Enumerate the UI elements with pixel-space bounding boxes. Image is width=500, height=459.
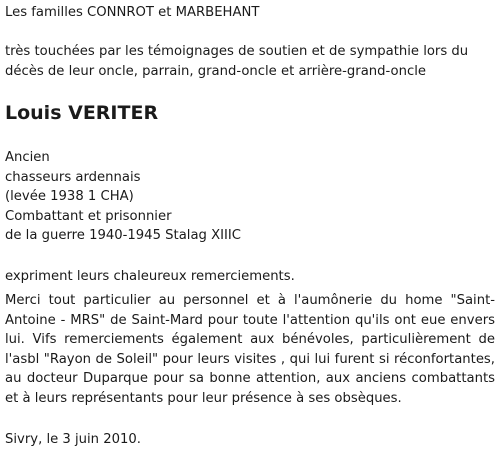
body-line: et à leurs représentants pour leur présence à ses obsèques.: [5, 390, 402, 406]
intro-line: très touchées par les témoignages de soutien et de sympathie lors du: [5, 44, 469, 59]
place-and-date: Sivry, le 3 juin 2010.: [5, 432, 141, 447]
detail-line: chasseurs ardennais: [5, 169, 141, 185]
acknowledgements-paragraph: [5, 291, 495, 408]
body-line: Merci tout particulier au personnel et à l'aumônerie du home "Saint-: [5, 293, 495, 308]
detail-line: (levée 1938 1 CHA): [5, 189, 134, 204]
body-line: lui. Vifs remerciements également aux bénévoles, particulièrement de: [5, 332, 495, 347]
deceased-details: [5, 148, 241, 246]
intro-line: décès de leur oncle, parrain, grand-oncle et arrière-grand-oncle: [5, 63, 426, 79]
body-line: Antoine - MRS" de Saint-Mard pour toute l'attention qu'ils ont eue envers: [5, 312, 495, 328]
body-line: au docteur Duparque pour sa bonne attention, aux anciens combattants: [5, 371, 495, 386]
body-line: l'asbl "Rayon de Soleil" pour leurs visites , qui lui furent si réconfortantes,: [5, 351, 495, 367]
thanks-line: expriment leurs chaleureux remerciements.: [5, 269, 295, 284]
detail-line: de la guerre 1940-1945 Stalag XIIIC: [5, 228, 241, 243]
deceased-name: Louis VERITER: [5, 102, 159, 124]
families-line: Les familles CONNROT et MARBEHANT: [5, 5, 260, 20]
detail-line: Combattant et prisonnier: [5, 208, 172, 224]
intro-paragraph: [5, 42, 495, 81]
detail-line: Ancien: [5, 150, 50, 165]
